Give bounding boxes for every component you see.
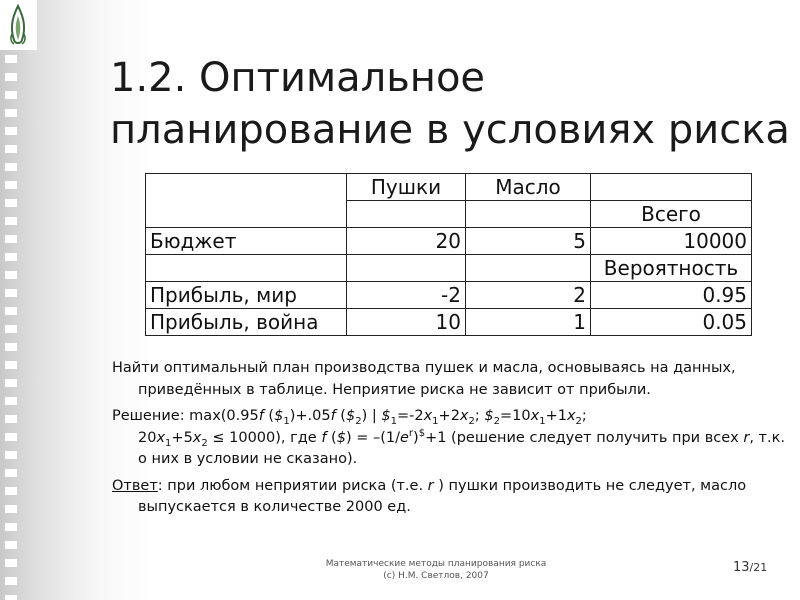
- solution-text: +5: [171, 429, 193, 446]
- solution-subscript: 2: [575, 415, 582, 427]
- solution-subscript: 2: [493, 415, 500, 427]
- cell-guns: -2: [347, 282, 466, 309]
- cell-value: 0.95: [591, 282, 752, 309]
- table-empty-cell: [347, 201, 466, 228]
- solution-text: , т.к. о них в условии не сказано).: [138, 429, 785, 467]
- solution-text: : max(0.95: [179, 408, 259, 424]
- solution-text: 20: [138, 429, 157, 446]
- row-label: Бюджет: [146, 228, 347, 255]
- solution-paragraph: [112, 406, 792, 471]
- decorative-squares: [5, 55, 17, 600]
- cell-value: 0.05: [591, 309, 752, 336]
- solution-text: )+.05: [289, 408, 331, 424]
- answer-text: ) пушки производить не следует, масло выпускается в количестве 2000 ед.: [138, 477, 747, 515]
- flame-logo-icon: [0, 0, 37, 50]
- answer-var: r: [427, 477, 434, 494]
- cell-guns: 10: [347, 309, 466, 336]
- page-total: /21: [749, 561, 768, 574]
- cell-butter: 2: [466, 282, 591, 309]
- header-guns: Пушки: [347, 174, 466, 201]
- solution-text: ) = –(1/: [345, 429, 400, 446]
- solution-subscript: 1: [283, 415, 290, 427]
- solution-text: +1 (решение следует получить при всех: [425, 429, 744, 446]
- solution-superscript: $: [418, 427, 426, 439]
- solution-var: x: [192, 429, 202, 446]
- header-butter: Масло: [466, 174, 591, 201]
- solution-var: x: [566, 408, 576, 424]
- table-row: [146, 282, 752, 309]
- solution-text: +2: [438, 408, 460, 424]
- table-empty-cell: [466, 255, 591, 282]
- slide-title: [110, 52, 790, 156]
- solution-subscript: 2: [201, 437, 208, 449]
- table-header-row-3: [146, 255, 752, 282]
- solution-text: =-2: [396, 408, 424, 424]
- title-line-1: 1.2. Оптимальное: [110, 55, 486, 101]
- table-header-row: [146, 174, 752, 201]
- solution-subscript: 1: [165, 437, 172, 449]
- page-current: 13: [733, 560, 750, 575]
- solution-text: ) |: [361, 408, 382, 424]
- slide-body-text: [112, 358, 792, 524]
- cell-butter: 5: [466, 228, 591, 255]
- solution-var: $: [274, 408, 284, 424]
- task-paragraph: Найти оптимальный план производства пушек и масла, основываясь на данных, приведённых в таблице. Неприятие риска не зависит от прибыли.: [112, 360, 736, 398]
- solution-var: r: [743, 429, 750, 446]
- solution-text: (: [263, 408, 275, 424]
- table-empty-cell: [146, 255, 347, 282]
- row-label: Прибыль, мир: [146, 282, 347, 309]
- data-table: [145, 173, 752, 336]
- solution-subscript: 2: [468, 415, 475, 427]
- solution-subscript: 2: [355, 415, 362, 427]
- answer-paragraph: [112, 476, 792, 519]
- solution-var: $: [336, 429, 346, 446]
- solution-var: f: [330, 408, 336, 424]
- solution-text: (: [326, 429, 337, 446]
- solution-text: +1: [545, 408, 567, 424]
- solution-text: ): [413, 429, 419, 446]
- solution-text: (: [335, 408, 346, 424]
- table-row: [146, 309, 752, 336]
- left-decorative-band: [0, 0, 96, 600]
- table-empty-cell: [591, 174, 752, 201]
- solution-var: f: [258, 408, 264, 424]
- solution-var: $: [484, 408, 494, 424]
- table-empty-cell: [466, 201, 591, 228]
- solution-var: x: [423, 408, 433, 424]
- footer-course-title: Математические методы планирования риска: [325, 559, 547, 569]
- solution-subscript: 1: [432, 415, 439, 427]
- solution-text: ≤ 10000), где: [207, 429, 322, 446]
- solution-var: e: [399, 429, 409, 446]
- header-probability: Вероятность: [591, 255, 752, 282]
- table-empty-cell: [146, 174, 347, 228]
- answer-label: Ответ: [112, 477, 158, 494]
- solution-text: =10: [500, 408, 531, 424]
- cell-guns: 20: [347, 228, 466, 255]
- solution-var: f: [321, 429, 327, 446]
- solution-var: x: [156, 429, 166, 446]
- solution-var: $: [345, 408, 356, 424]
- page-number: [733, 560, 767, 575]
- table-empty-cell: [347, 255, 466, 282]
- footer-copyright: (с) Н.М. Светлов, 2007: [383, 571, 489, 581]
- slide-footer: [300, 558, 572, 582]
- row-label: Прибыль, война: [146, 309, 347, 336]
- header-total: Всего: [591, 201, 752, 228]
- cell-value: 10000: [591, 228, 752, 255]
- solution-label: Решение: [112, 408, 180, 424]
- solution-text: ;: [474, 408, 485, 424]
- solution-subscript: 1: [390, 415, 397, 427]
- solution-subscript: 1: [539, 415, 546, 427]
- table-row: [146, 228, 752, 255]
- solution-var: x: [530, 408, 540, 424]
- solution-text: ;: [581, 408, 587, 424]
- solution-var: $: [381, 408, 391, 424]
- title-line-2: планирование в условиях риска: [110, 107, 790, 153]
- solution-superscript: r: [408, 427, 414, 439]
- cell-butter: 1: [466, 309, 591, 336]
- solution-var: x: [459, 408, 469, 424]
- answer-text: : при любом неприятии риска (т.е.: [157, 477, 428, 494]
